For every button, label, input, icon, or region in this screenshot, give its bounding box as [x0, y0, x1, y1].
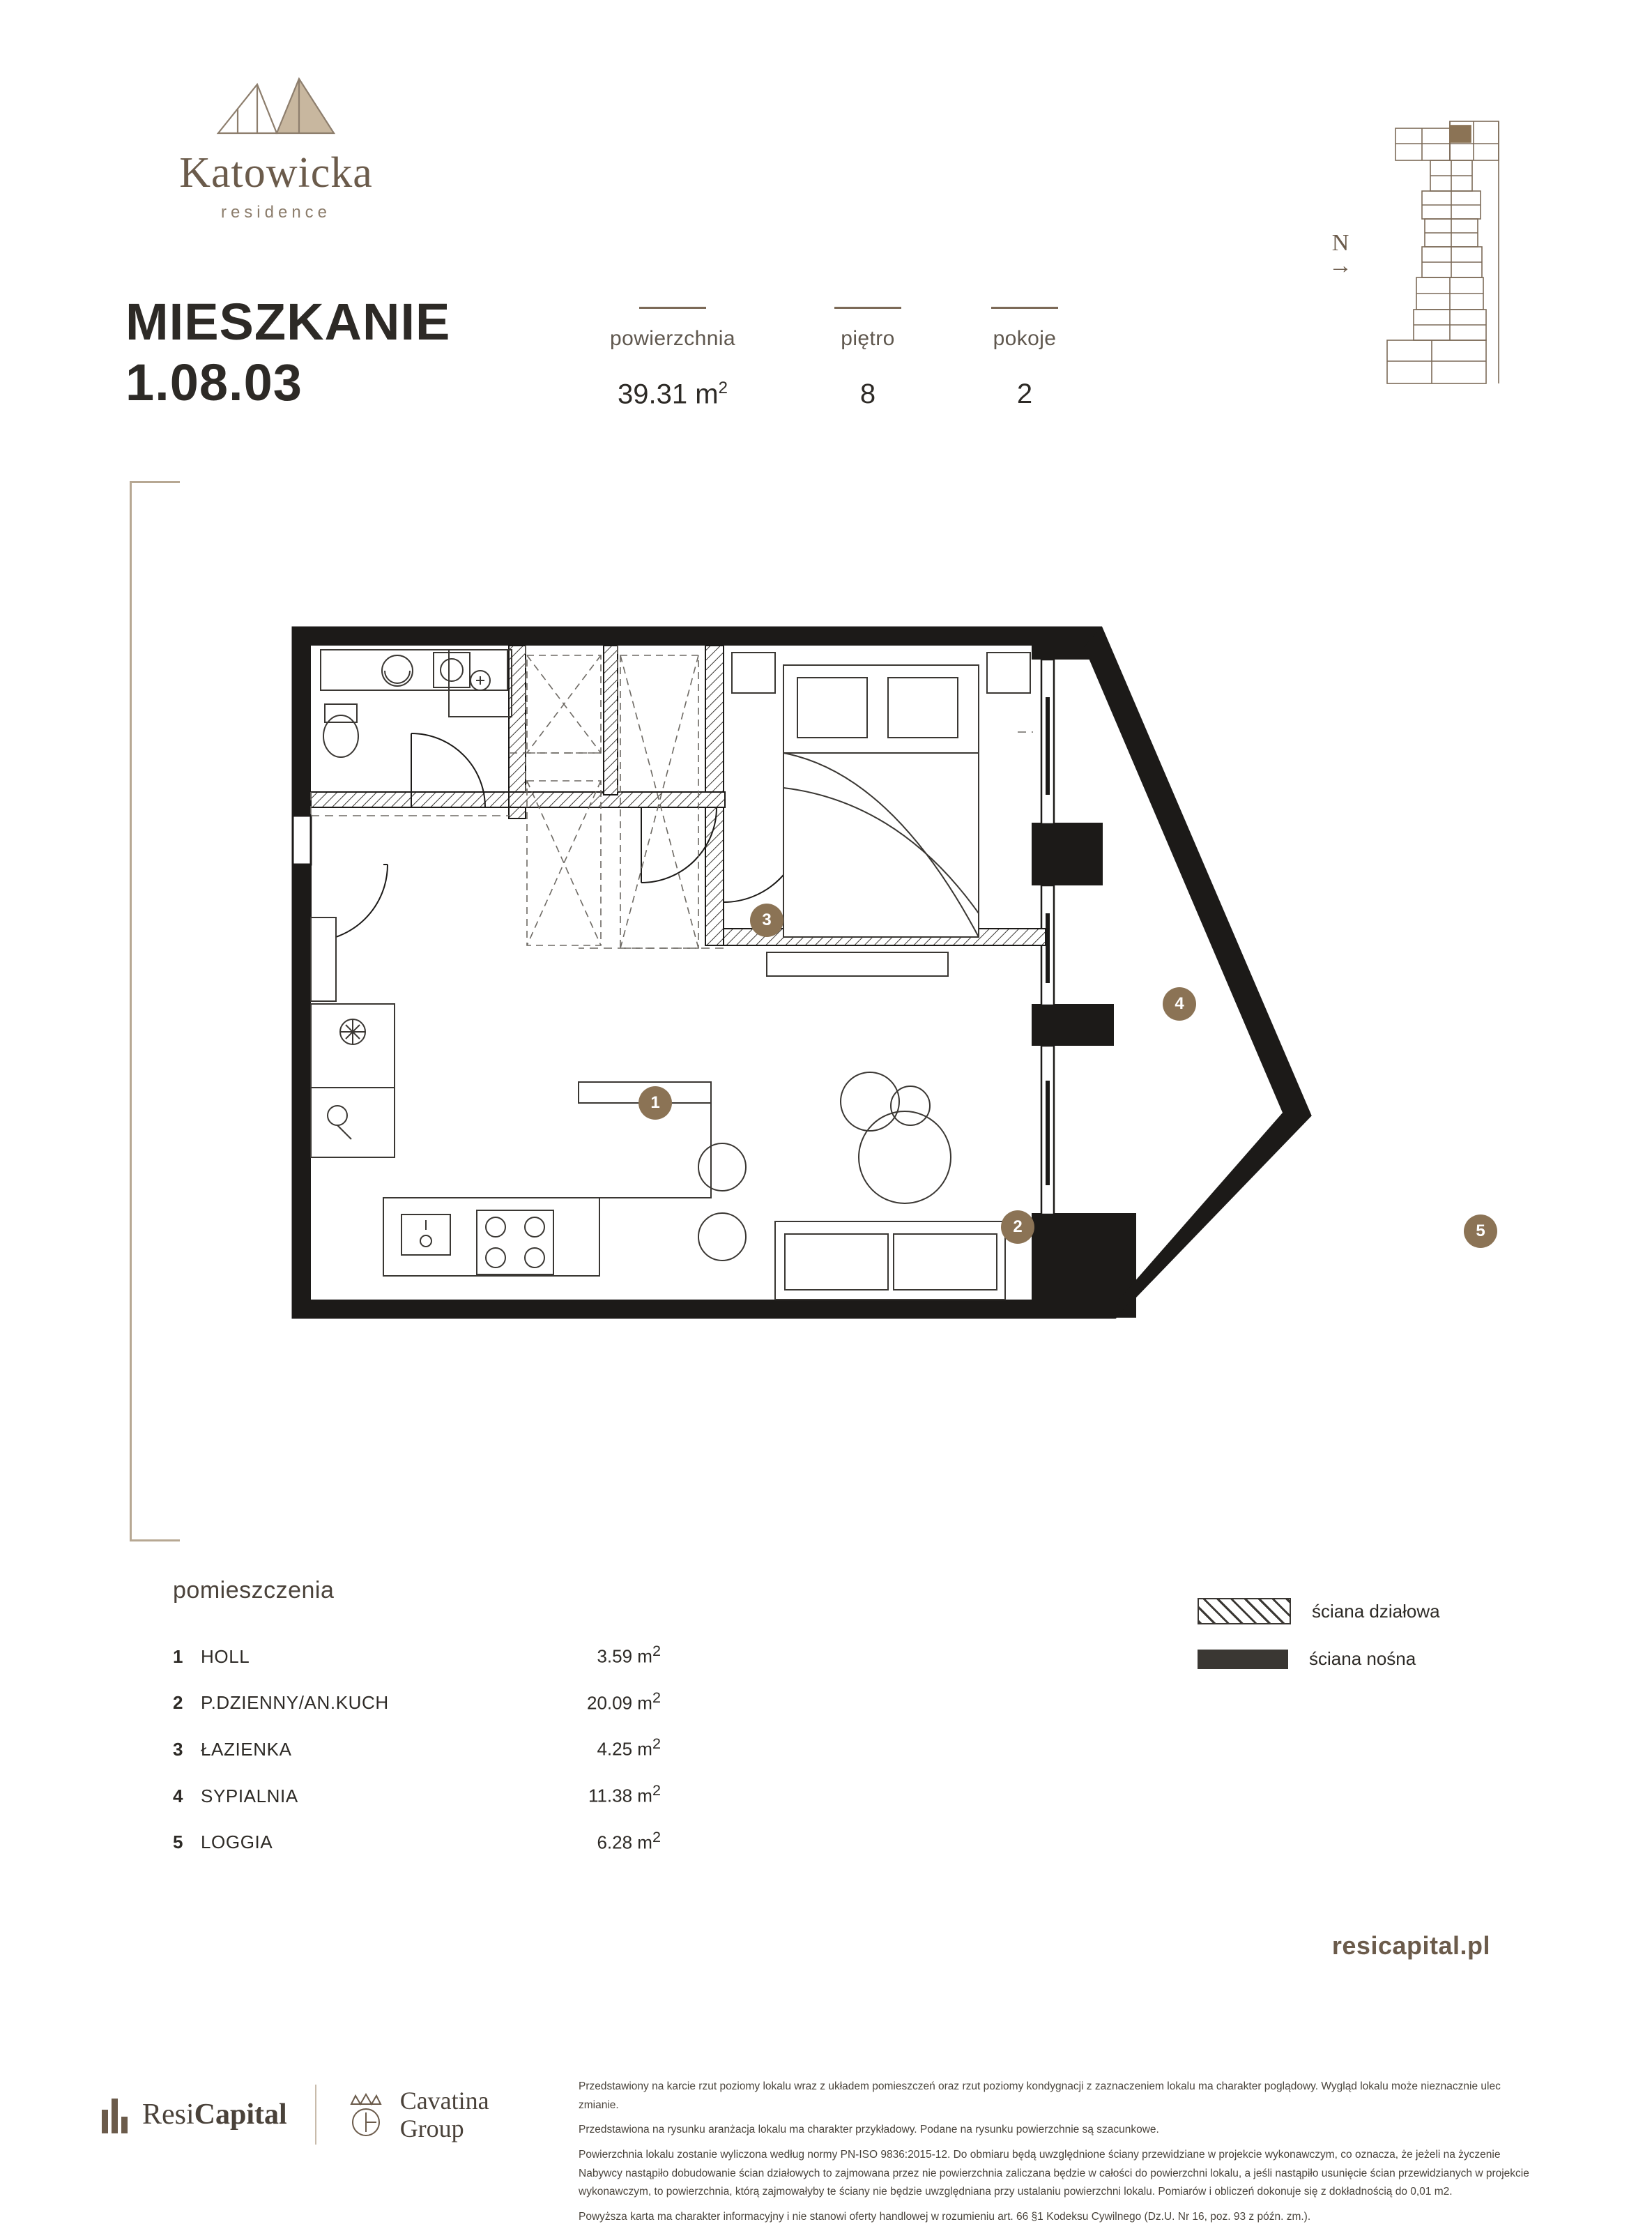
legal-disclaimer: [579, 2078, 1540, 2227]
room-area-sup: 2: [652, 1781, 661, 1799]
compass-arrow-icon: →: [1329, 252, 1352, 279]
fact-rooms: [948, 307, 1101, 410]
fact-floor: [788, 307, 948, 410]
plan-marker-5: 5: [1464, 1215, 1497, 1248]
brand-logo: [130, 66, 422, 222]
fact-rule: [834, 307, 901, 309]
plan-doors: [311, 733, 803, 941]
room-name: ŁAZIENKA: [201, 1738, 292, 1760]
title-mieszkanie: MIESZKANIE: [125, 293, 451, 351]
floor-plan: [279, 614, 1485, 1380]
plan-marker-3: 3: [750, 904, 783, 937]
room-number: 2: [173, 1692, 183, 1714]
disclaimer-line: Przedstawiona na rysunku aranżacja lokalu ma charakter przykładowy. Podane na rysunku powierzchnie są szacunkowe.: [579, 2124, 1159, 2136]
room-list-item: [173, 1642, 661, 1668]
room-name: HOLL: [201, 1645, 250, 1667]
room-number: 1: [173, 1645, 183, 1667]
resicapital-post: Capital: [194, 2099, 287, 2131]
room-area: [528, 1781, 661, 1807]
room-area: [528, 1689, 661, 1714]
plan-living-furniture: [775, 1072, 1005, 1300]
room-name: LOGGIA: [201, 1832, 273, 1853]
compass: [1329, 230, 1352, 279]
room-area-sup: 2: [652, 1735, 661, 1753]
website-link[interactable]: resicapital.pl: [1331, 1931, 1490, 1960]
cavatina-crown-icon: [344, 2090, 388, 2139]
disclaimer-line: Powyższa karta ma charakter informacyjny i nie stanowi oferty handlowej w rozumieniu art. 66 §1 Kodeksu Cywilnego (Dz.U. Nr 16, poz. 93 z późn. zm.).: [579, 2210, 1311, 2223]
room-area-value: 20.09 m: [587, 1692, 652, 1714]
room-area-value: 11.38 m: [588, 1785, 652, 1806]
brand-subtitle: residence: [220, 203, 332, 222]
fact-rule: [639, 307, 706, 309]
legend-item-partition: [1198, 1598, 1490, 1624]
plan-bathroom-fixtures: [321, 650, 512, 757]
room-area-value: 4.25 m: [597, 1738, 652, 1760]
room-name: SYPIALNIA: [201, 1785, 298, 1806]
room-area-value: 6.28 m: [597, 1832, 652, 1853]
disclaimer-line: Powierzchnia lokalu zostanie wyliczona według normy PN-ISO 9836:2015-12. Do obmiaru będą uwzględnione ściany przewidziane w projekcie wykonawczym, co oznacza, że jeżeli na życzenie Nabywcy nastąpiło dobudowanie ścian działowych to zajmowana przez nie powierzchnia zaliczana będzie w całości do powierzchni lokalu, a jeśli nastąpiło usunięcie ścian przewidzianych w projekcie wykonawczym, to powierzchnia, którą zajmowałyby te ściany nie będzie uwzględniana przy ustalaniu powierzchni lokalu. Pomiarów i obliczeń dokonuje się z dokładnością do 0,01 m2.: [579, 2148, 1529, 2198]
cavatina-line2: Group: [399, 2115, 464, 2142]
room-list-heading: pomieszczenia: [173, 1577, 335, 1604]
fact-area-number: 39.31 m: [618, 379, 719, 410]
divider-top: [130, 481, 180, 483]
unit-number: 1.08.03: [125, 353, 303, 412]
room-area-sup: 2: [652, 1688, 661, 1706]
fact-area-sup: 2: [718, 379, 728, 397]
legend-label: ściana działowa: [1312, 1600, 1440, 1622]
room-area-sup: 2: [652, 1827, 661, 1845]
fact-floor-value: 8: [859, 379, 876, 409]
room-number: 4: [173, 1785, 183, 1806]
legend-label: ściana nośna: [1309, 1648, 1416, 1669]
fact-rooms-label: pokoje: [993, 327, 1057, 350]
fact-area-value: [558, 379, 788, 410]
room-list-item: [173, 1828, 661, 1854]
room-area: [528, 1828, 661, 1854]
room-number: 5: [173, 1832, 183, 1853]
room-list: [173, 1577, 661, 1874]
cavatina-wordmark: [400, 2087, 489, 2143]
legend-item-bearing: [1198, 1648, 1490, 1670]
plan-marker-1: 1: [638, 1086, 672, 1120]
divider-bottom: [130, 1539, 180, 1541]
room-area-sup: 2: [652, 1642, 661, 1659]
divider-vertical: [130, 481, 132, 1541]
resicapital-wordmark: [142, 2098, 287, 2131]
roof-lines-icon: [210, 66, 342, 143]
compass-north-label: N: [1331, 230, 1349, 256]
room-number: 3: [173, 1738, 183, 1760]
resicapital-bars-icon: [102, 2096, 131, 2133]
cavatina-line1: Cavatina: [399, 2086, 489, 2115]
plan-marker-4: 4: [1163, 987, 1196, 1021]
fact-area-label: powierzchnia: [610, 327, 735, 350]
room-name: P.DZIENNY/AN.KUCH: [201, 1692, 389, 1714]
plan-kitchen-fixtures: [311, 917, 746, 1276]
room-list-item: [173, 1781, 661, 1807]
fact-rule: [991, 307, 1058, 309]
page-title: [125, 291, 450, 413]
fact-floor-label: piętro: [841, 327, 895, 350]
resicapital-pre: Resi: [142, 2099, 194, 2131]
brand-name: Katowicka: [179, 149, 373, 197]
room-area: [528, 1735, 661, 1760]
disclaimer-line: Przedstawiony na karcie rzut poziomy lokalu wraz z układem pomieszczeń oraz rzut poziomy kondygnacji z zaznaczeniem lokalu ma charakter poglądowy. Wygląd lokalu może nieznacznie ulec zmianie.: [579, 2080, 1501, 2111]
partition-wall-swatch-icon: [1198, 1598, 1291, 1624]
bearing-wall-swatch-icon: [1198, 1650, 1288, 1669]
plan-marker-2: 2: [1001, 1210, 1034, 1244]
resicapital-logo: [102, 2096, 287, 2133]
cavatina-logo: [344, 2087, 489, 2143]
room-list-item: [173, 1735, 661, 1760]
fact-rooms-value: 2: [1016, 379, 1033, 409]
room-list-item: [173, 1689, 661, 1714]
room-area: [528, 1642, 661, 1668]
footer-brands: [102, 2085, 489, 2145]
room-area-value: 3.59 m: [597, 1645, 652, 1667]
building-keyplan: [1355, 119, 1536, 418]
unit-facts: [558, 307, 1101, 410]
footer-divider: [315, 2085, 316, 2145]
fact-area: [558, 307, 788, 410]
wall-legend: [1198, 1598, 1490, 1693]
